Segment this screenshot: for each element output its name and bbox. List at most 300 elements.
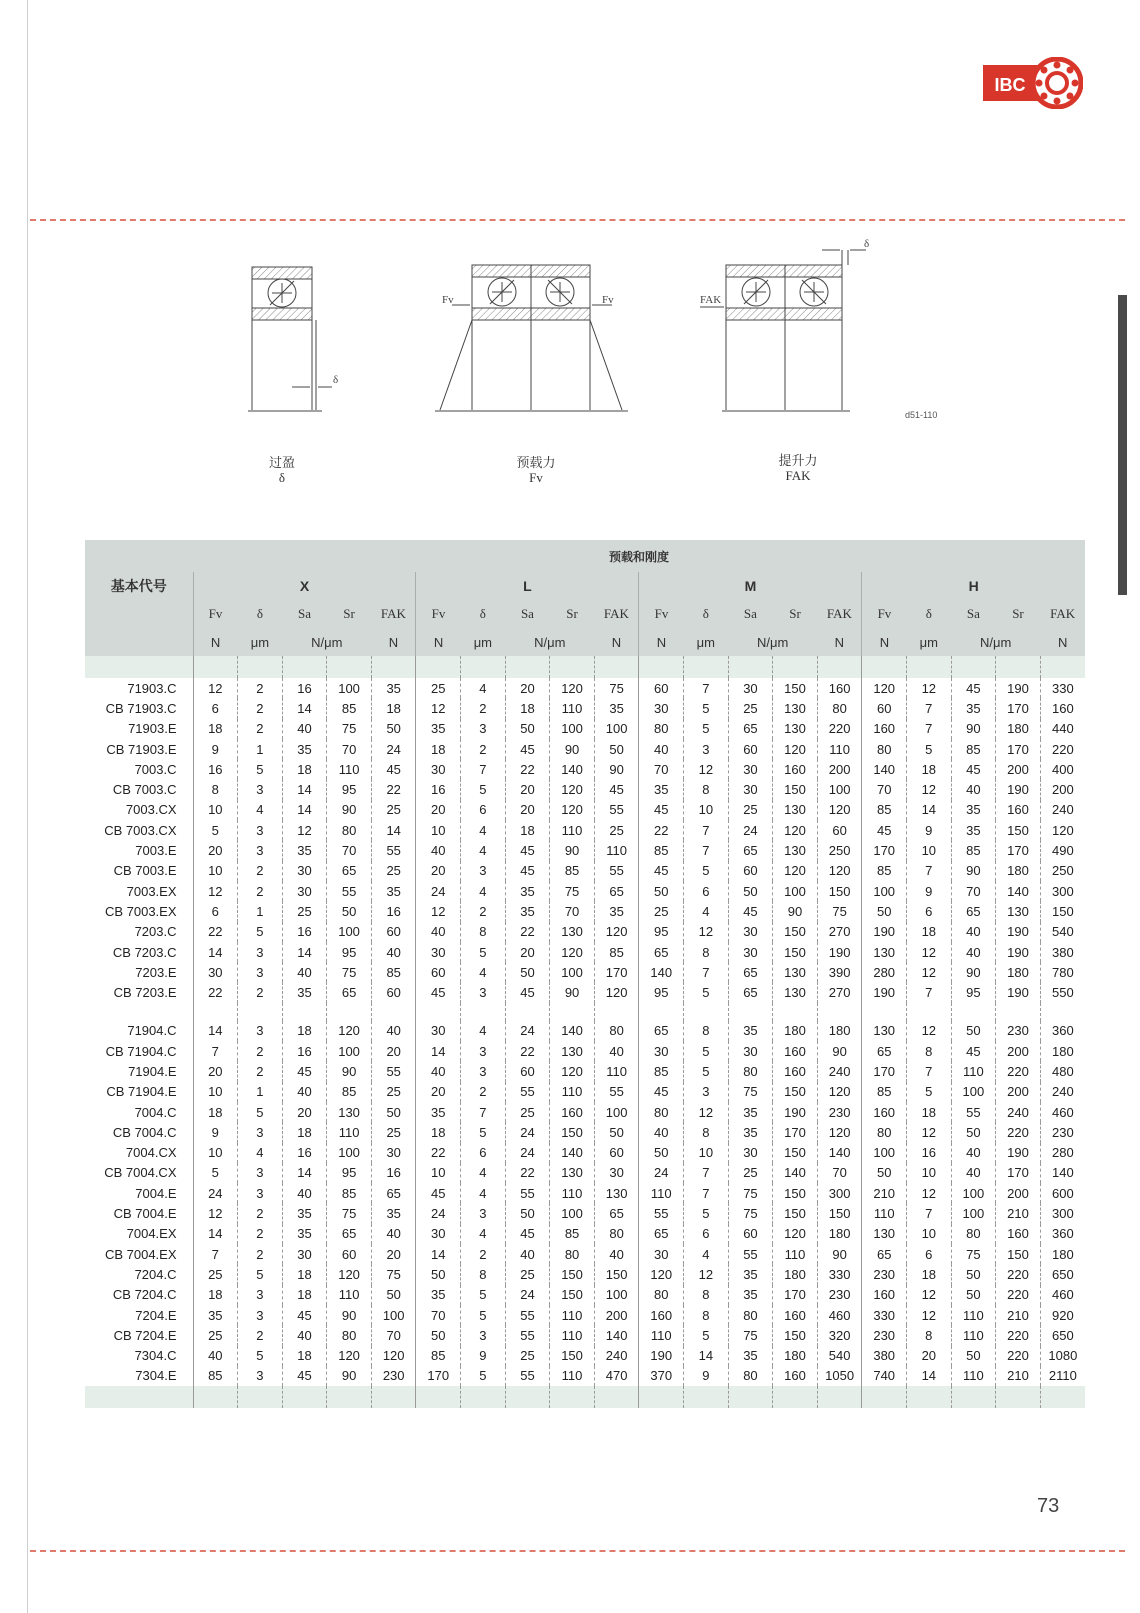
bearing-code-cell: 7204.C <box>134 1266 177 1282</box>
value-cell: 60 <box>728 739 773 759</box>
value-cell: 360 <box>1040 1224 1085 1244</box>
value-cell: 14 <box>282 942 327 962</box>
value-cell: 12 <box>193 1203 238 1223</box>
value-cell: 45 <box>505 982 550 1002</box>
table-row <box>85 1366 1085 1386</box>
bearing-code-cell: 7304.E <box>135 1368 177 1384</box>
value-cell: 70 <box>639 759 684 779</box>
unit-header: N <box>817 628 862 656</box>
value-cell: 35 <box>416 1285 461 1305</box>
value-cell: 20 <box>505 779 550 799</box>
value-cell: 4 <box>461 881 506 901</box>
value-cell: 35 <box>371 881 416 901</box>
spacer-cell <box>817 656 862 678</box>
value-cell: 4 <box>461 820 506 840</box>
symbol-header: FAK <box>817 600 862 628</box>
value-cell: 6 <box>907 1244 952 1264</box>
value-cell: 80 <box>728 1366 773 1386</box>
value-cell: 50 <box>862 1163 907 1183</box>
symbol-header: Fv <box>416 600 461 628</box>
value-cell: 22 <box>371 779 416 799</box>
value-cell: 30 <box>728 942 773 962</box>
unit-header: N/μm <box>728 628 817 656</box>
value-cell: 3 <box>238 1305 283 1325</box>
value-cell: 18 <box>505 698 550 718</box>
value-cell: 920 <box>1040 1305 1085 1325</box>
value-cell: 220 <box>996 1264 1041 1284</box>
value-cell: 4 <box>684 1244 729 1264</box>
value-cell: 1 <box>238 901 283 921</box>
value-cell: 25 <box>505 1264 550 1284</box>
spacer-cell <box>594 656 639 678</box>
value-cell: 30 <box>193 962 238 982</box>
value-cell: 60 <box>728 1224 773 1244</box>
value-cell: 180 <box>996 962 1041 982</box>
value-cell: 160 <box>862 719 907 739</box>
value-cell: 160 <box>773 1041 818 1061</box>
unit-header: N <box>416 628 461 656</box>
spacer-cell <box>728 656 773 678</box>
value-cell: 18 <box>907 1102 952 1122</box>
value-cell: 70 <box>327 840 372 860</box>
spacer-cell <box>416 1386 461 1408</box>
spacer-cell <box>639 656 684 678</box>
bearing-code-cell: CB 7004.C <box>112 1124 177 1140</box>
value-cell: 160 <box>817 678 862 698</box>
value-cell: 330 <box>817 1264 862 1284</box>
value-cell: 3 <box>238 1183 283 1203</box>
value-cell: 65 <box>639 1224 684 1244</box>
value-cell: 10 <box>416 1163 461 1183</box>
value-cell: 7 <box>193 1041 238 1061</box>
value-cell: 7 <box>684 678 729 698</box>
value-cell: 65 <box>327 1224 372 1244</box>
value-cell: 220 <box>1040 739 1085 759</box>
value-cell: 40 <box>416 1061 461 1081</box>
value-cell: 100 <box>773 881 818 901</box>
unit-header: N <box>639 628 684 656</box>
value-cell: 14 <box>193 1021 238 1041</box>
value-cell: 30 <box>594 1163 639 1183</box>
value-cell: 120 <box>1040 820 1085 840</box>
value-cell: 280 <box>862 962 907 982</box>
value-cell: 150 <box>817 881 862 901</box>
value-cell: 40 <box>371 942 416 962</box>
value-cell: 3 <box>461 982 506 1002</box>
value-cell: 1 <box>238 739 283 759</box>
value-cell: 150 <box>773 1082 818 1102</box>
value-cell: 4 <box>684 901 729 921</box>
value-cell: 90 <box>951 962 996 982</box>
table-row <box>85 1122 1085 1142</box>
value-cell: 7 <box>684 840 729 860</box>
value-cell: 210 <box>996 1305 1041 1325</box>
value-cell: 65 <box>371 1183 416 1203</box>
value-cell: 10 <box>907 1163 952 1183</box>
value-cell: 45 <box>282 1366 327 1386</box>
value-cell: 95 <box>327 942 372 962</box>
value-cell: 40 <box>594 1041 639 1061</box>
value-cell: 120 <box>327 1021 372 1041</box>
spacer-cell <box>684 1003 729 1021</box>
value-cell: 35 <box>416 1102 461 1122</box>
value-cell: 130 <box>550 1041 595 1061</box>
value-cell: 230 <box>817 1285 862 1305</box>
value-cell: 12 <box>907 1122 952 1142</box>
value-cell: 35 <box>951 698 996 718</box>
value-cell: 120 <box>817 1082 862 1102</box>
table-row <box>85 901 1085 921</box>
value-cell: 55 <box>505 1325 550 1345</box>
value-cell: 75 <box>728 1325 773 1345</box>
value-cell: 35 <box>951 800 996 820</box>
value-cell: 100 <box>817 779 862 799</box>
value-cell: 120 <box>639 1264 684 1284</box>
value-cell: 45 <box>282 1061 327 1081</box>
value-cell: 100 <box>594 1102 639 1122</box>
value-cell: 140 <box>773 1163 818 1183</box>
value-cell: 25 <box>639 901 684 921</box>
value-cell: 6 <box>193 698 238 718</box>
table-title: 预载和刚度 <box>193 540 1085 572</box>
value-cell: 650 <box>1040 1325 1085 1345</box>
value-cell: 35 <box>594 698 639 718</box>
value-cell: 65 <box>639 942 684 962</box>
value-cell: 2 <box>461 1244 506 1264</box>
value-cell: 170 <box>996 840 1041 860</box>
unit-header: μm <box>907 628 952 656</box>
value-cell: 20 <box>282 1102 327 1122</box>
value-cell: 85 <box>951 739 996 759</box>
value-cell: 65 <box>594 1203 639 1223</box>
value-cell: 10 <box>416 820 461 840</box>
value-cell: 40 <box>505 1244 550 1264</box>
table-row <box>85 1244 1085 1264</box>
value-cell: 180 <box>773 1264 818 1284</box>
value-cell: 40 <box>282 962 327 982</box>
value-cell: 12 <box>684 1264 729 1284</box>
value-cell: 5 <box>684 719 729 739</box>
value-cell: 55 <box>327 881 372 901</box>
value-cell: 30 <box>416 759 461 779</box>
value-cell: 110 <box>550 1305 595 1325</box>
bearing-code-cell: CB 7003.E <box>113 863 177 879</box>
value-cell: 20 <box>193 840 238 860</box>
value-cell: 35 <box>282 1203 327 1223</box>
value-cell: 100 <box>594 1285 639 1305</box>
spacer-cell <box>461 656 506 678</box>
value-cell: 110 <box>639 1325 684 1345</box>
spacer-cell <box>639 1386 684 1408</box>
value-cell: 70 <box>550 901 595 921</box>
value-cell: 160 <box>996 1224 1041 1244</box>
value-cell: 9 <box>193 1122 238 1142</box>
value-cell: 80 <box>639 1285 684 1305</box>
value-cell: 2 <box>461 698 506 718</box>
value-cell: 180 <box>1040 1244 1085 1264</box>
value-cell: 20 <box>371 1244 416 1264</box>
value-cell: 130 <box>773 962 818 982</box>
value-cell: 45 <box>416 982 461 1002</box>
value-cell: 85 <box>862 1082 907 1102</box>
value-cell: 60 <box>416 962 461 982</box>
value-cell: 3 <box>238 1366 283 1386</box>
value-cell: 65 <box>862 1244 907 1264</box>
value-cell: 190 <box>996 982 1041 1002</box>
value-cell: 220 <box>817 719 862 739</box>
symbol-header: Sa <box>505 600 550 628</box>
value-cell: 22 <box>505 1163 550 1183</box>
value-cell: 160 <box>862 1285 907 1305</box>
value-cell: 55 <box>594 1082 639 1102</box>
value-cell: 75 <box>728 1183 773 1203</box>
value-cell: 360 <box>1040 1021 1085 1041</box>
spacer-cell <box>1040 1386 1085 1408</box>
value-cell: 180 <box>773 1346 818 1366</box>
value-cell: 120 <box>773 739 818 759</box>
value-cell: 250 <box>817 840 862 860</box>
symbol-header: Sa <box>728 600 773 628</box>
value-cell: 40 <box>371 1021 416 1041</box>
value-cell: 7 <box>461 1102 506 1122</box>
value-cell: 150 <box>817 1203 862 1223</box>
value-cell: 16 <box>907 1143 952 1163</box>
value-cell: 550 <box>1040 982 1085 1002</box>
value-cell: 5 <box>684 1041 729 1061</box>
bearing-preload-diagram <box>230 235 970 495</box>
value-cell: 25 <box>193 1325 238 1345</box>
bearing-code-cell: 7004.C <box>134 1104 177 1120</box>
value-cell: 9 <box>461 1346 506 1366</box>
value-cell: 35 <box>951 820 996 840</box>
value-cell: 90 <box>951 861 996 881</box>
value-cell: 50 <box>862 901 907 921</box>
value-cell: 7 <box>684 1183 729 1203</box>
value-cell: 18 <box>282 1122 327 1142</box>
value-cell: 18 <box>907 1264 952 1284</box>
value-cell: 30 <box>371 1143 416 1163</box>
value-cell: 16 <box>371 901 416 921</box>
value-cell: 14 <box>282 698 327 718</box>
value-cell: 5 <box>238 1102 283 1122</box>
value-cell: 3 <box>461 1061 506 1081</box>
value-cell: 25 <box>728 1163 773 1183</box>
value-cell: 4 <box>461 678 506 698</box>
value-cell: 190 <box>862 922 907 942</box>
value-cell: 25 <box>594 820 639 840</box>
value-cell: 40 <box>282 1082 327 1102</box>
value-cell: 65 <box>951 901 996 921</box>
spacer-cell <box>282 1003 327 1021</box>
value-cell: 400 <box>1040 759 1085 779</box>
value-cell: 45 <box>951 759 996 779</box>
value-cell: 25 <box>371 1122 416 1142</box>
value-cell: 30 <box>728 759 773 779</box>
value-cell: 35 <box>416 719 461 739</box>
value-cell: 40 <box>193 1346 238 1366</box>
value-cell: 130 <box>773 840 818 860</box>
value-cell: 4 <box>461 840 506 860</box>
value-cell: 370 <box>639 1366 684 1386</box>
value-cell: 60 <box>371 982 416 1002</box>
value-cell: 65 <box>327 861 372 881</box>
value-cell: 45 <box>728 901 773 921</box>
value-cell: 85 <box>862 861 907 881</box>
diagram-interference <box>248 267 332 411</box>
value-cell: 30 <box>416 1021 461 1041</box>
value-cell: 150 <box>594 1264 639 1284</box>
value-cell: 160 <box>862 1102 907 1122</box>
value-cell: 110 <box>594 840 639 860</box>
value-cell: 90 <box>327 1305 372 1325</box>
value-cell: 4 <box>461 962 506 982</box>
table-row <box>85 1163 1085 1183</box>
delta-symbol-top: δ <box>864 238 870 250</box>
value-cell: 150 <box>773 1325 818 1345</box>
bearing-code-cell: CB 7003.CX <box>104 822 177 838</box>
value-cell: 7 <box>684 1163 729 1183</box>
value-cell: 16 <box>282 1143 327 1163</box>
value-cell: 50 <box>951 1122 996 1142</box>
value-cell: 55 <box>505 1082 550 1102</box>
value-cell: 14 <box>907 1366 952 1386</box>
table-header-spacer <box>85 540 193 572</box>
value-cell: 130 <box>773 698 818 718</box>
value-cell: 50 <box>951 1264 996 1284</box>
value-cell: 18 <box>907 922 952 942</box>
spacer-cell <box>193 656 238 678</box>
value-cell: 2 <box>238 1244 283 1264</box>
value-cell: 120 <box>550 800 595 820</box>
value-cell: 45 <box>505 840 550 860</box>
value-cell: 45 <box>639 800 684 820</box>
value-cell: 85 <box>951 840 996 860</box>
value-cell: 160 <box>773 1305 818 1325</box>
value-cell: 30 <box>728 922 773 942</box>
value-cell: 7 <box>907 1061 952 1081</box>
value-cell: 24 <box>505 1143 550 1163</box>
value-cell: 85 <box>193 1366 238 1386</box>
symbol-preload: Fv <box>529 470 543 485</box>
spacer-cell <box>728 1003 773 1021</box>
value-cell: 55 <box>951 1102 996 1122</box>
value-cell: 320 <box>817 1325 862 1345</box>
value-cell: 50 <box>594 739 639 759</box>
value-cell: 14 <box>416 1244 461 1264</box>
spacer-cell <box>505 1003 550 1021</box>
value-cell: 160 <box>773 1366 818 1386</box>
value-cell: 120 <box>594 982 639 1002</box>
value-cell: 1080 <box>1040 1346 1085 1366</box>
value-cell: 150 <box>550 1285 595 1305</box>
value-cell: 190 <box>817 942 862 962</box>
value-cell: 210 <box>996 1203 1041 1223</box>
value-cell: 12 <box>416 901 461 921</box>
value-cell: 40 <box>951 779 996 799</box>
spacer-cell <box>85 1386 193 1408</box>
value-cell: 85 <box>416 1346 461 1366</box>
value-cell: 110 <box>594 1061 639 1081</box>
value-cell: 190 <box>996 1143 1041 1163</box>
bearing-code-cell: 7003.C <box>134 761 177 777</box>
value-cell: 150 <box>996 820 1041 840</box>
value-cell: 160 <box>996 800 1041 820</box>
value-cell: 2 <box>238 1224 283 1244</box>
value-cell: 130 <box>773 982 818 1002</box>
value-cell: 95 <box>639 922 684 942</box>
bearing-code-cell: CB 71904.C <box>105 1043 177 1059</box>
spacer-cell <box>238 1386 283 1408</box>
value-cell: 160 <box>773 759 818 779</box>
value-cell: 20 <box>416 800 461 820</box>
spacer-cell <box>238 656 283 678</box>
value-cell: 40 <box>951 922 996 942</box>
value-cell: 150 <box>773 1183 818 1203</box>
value-cell: 80 <box>951 1224 996 1244</box>
table-row <box>85 1183 1085 1203</box>
value-cell: 30 <box>416 942 461 962</box>
value-cell: 75 <box>327 719 372 739</box>
value-cell: 540 <box>1040 922 1085 942</box>
value-cell: 270 <box>817 922 862 942</box>
value-cell: 2 <box>238 678 283 698</box>
bearing-code-cell: 71904.E <box>128 1063 177 1079</box>
spacer-cell <box>907 1003 952 1021</box>
value-cell: 24 <box>416 1203 461 1223</box>
value-cell: 90 <box>550 982 595 1002</box>
spacer-cell <box>238 1003 283 1021</box>
value-cell: 180 <box>773 1021 818 1041</box>
value-cell: 130 <box>862 1021 907 1041</box>
value-cell: 24 <box>505 1285 550 1305</box>
value-cell: 120 <box>594 922 639 942</box>
symbol-header: Fv <box>193 600 238 628</box>
value-cell: 100 <box>371 1305 416 1325</box>
value-cell: 120 <box>773 1224 818 1244</box>
spacer-cell <box>416 656 461 678</box>
value-cell: 30 <box>639 698 684 718</box>
value-cell: 160 <box>773 1061 818 1081</box>
value-cell: 95 <box>639 982 684 1002</box>
value-cell: 740 <box>862 1366 907 1386</box>
value-cell: 140 <box>996 881 1041 901</box>
value-cell: 240 <box>996 1102 1041 1122</box>
value-cell: 60 <box>327 1244 372 1264</box>
value-cell: 18 <box>907 759 952 779</box>
table-row <box>85 820 1085 840</box>
spacer-cell <box>327 656 372 678</box>
value-cell: 75 <box>728 1203 773 1223</box>
value-cell: 5 <box>238 922 283 942</box>
spacer-cell <box>996 656 1041 678</box>
value-cell: 120 <box>550 678 595 698</box>
value-cell: 60 <box>728 861 773 881</box>
value-cell: 90 <box>550 739 595 759</box>
bearing-code-cell: 7004.EX <box>126 1226 177 1242</box>
spacer-cell <box>684 1386 729 1408</box>
value-cell: 24 <box>639 1163 684 1183</box>
value-cell: 25 <box>371 800 416 820</box>
value-cell: 80 <box>594 1021 639 1041</box>
bearing-code-cell: 7003.EX <box>126 883 177 899</box>
value-cell: 140 <box>550 759 595 779</box>
symbol-header: FAK <box>594 600 639 628</box>
bearing-code-cell: 71903.E <box>128 721 177 737</box>
value-cell: 10 <box>907 840 952 860</box>
value-cell: 8 <box>684 1122 729 1142</box>
value-cell: 140 <box>639 962 684 982</box>
value-cell: 50 <box>371 1102 416 1122</box>
